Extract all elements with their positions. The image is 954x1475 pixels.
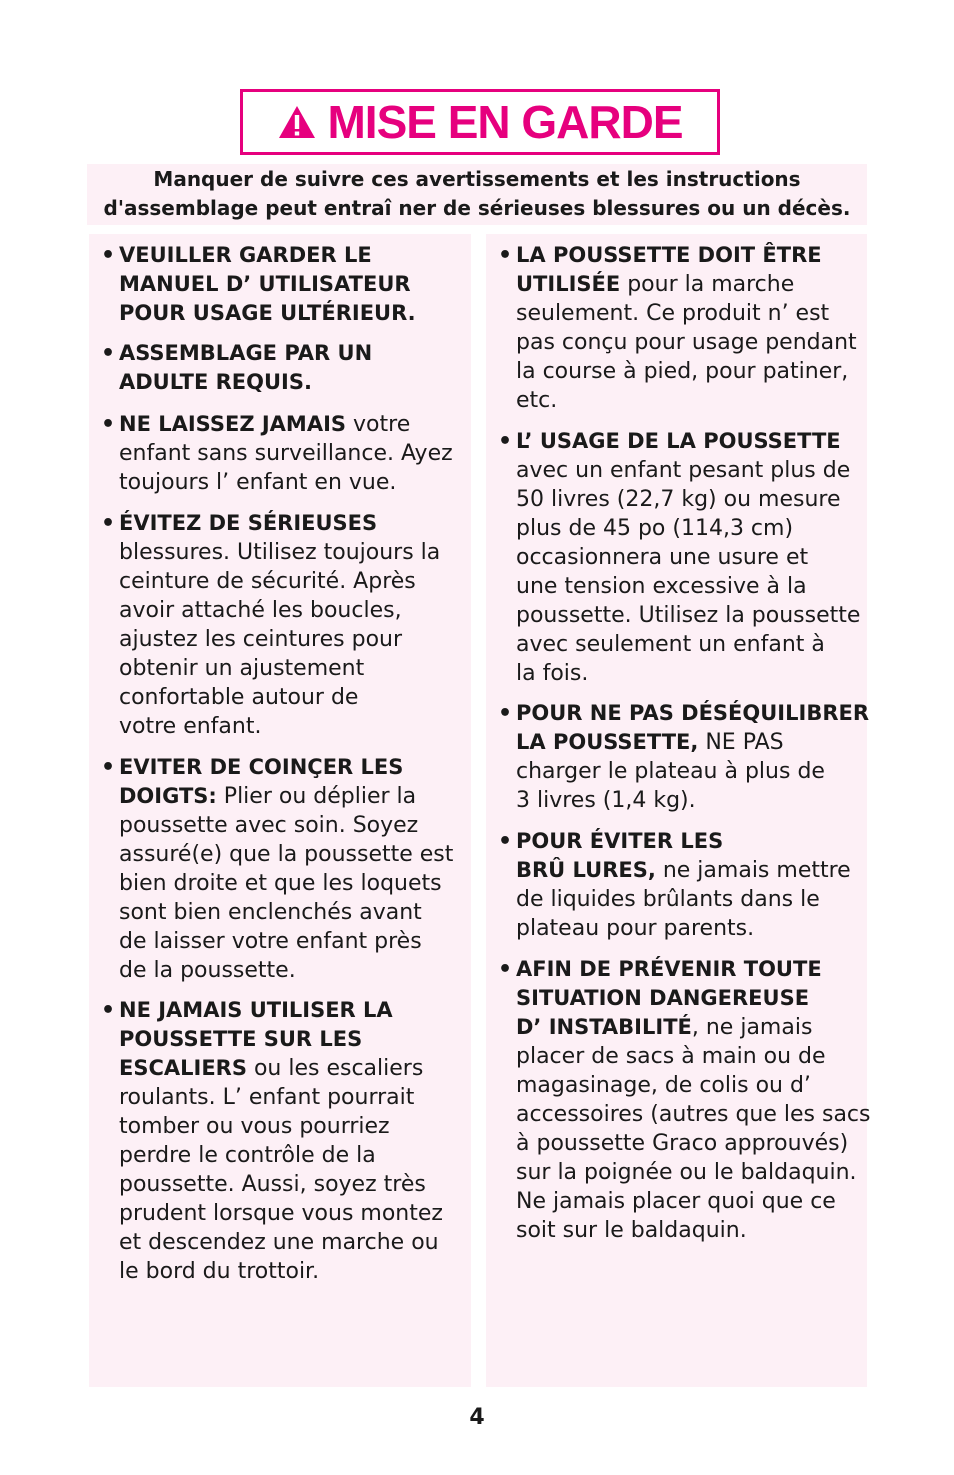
warning-item: [101, 753, 459, 985]
page-number: 4: [469, 1405, 485, 1430]
warning-item: [101, 339, 459, 397]
warning-text: poussette avec soin. Soyez: [119, 813, 419, 838]
warning-line: [516, 630, 856, 659]
warning-text: plus de 45 po (114,3 cm): [516, 516, 794, 541]
warning-line: [516, 856, 856, 885]
warning-text: ou les escaliers: [246, 1056, 424, 1081]
bullet-marker: •: [498, 701, 513, 726]
warning-line: [119, 654, 459, 683]
warning-line: [119, 811, 459, 840]
bullet-marker: •: [101, 412, 116, 437]
warning-line: [516, 456, 856, 485]
intro-line: Manquer de suivre ces avertissements et les instructions: [153, 167, 801, 191]
warning-text: bien droite et que les loquets: [119, 871, 442, 896]
warning-line: [516, 984, 856, 1013]
warning-text: la fois.: [516, 661, 589, 686]
warning-line: [516, 728, 856, 757]
warning-item: [101, 996, 459, 1286]
warning-emphasis: ADULTE REQUIS.: [119, 370, 312, 394]
warning-line: [516, 357, 856, 386]
bullet-marker: •: [101, 755, 116, 780]
warning-line: [119, 840, 459, 869]
warning-line: [119, 509, 459, 538]
warning-text: accessoires (autres que les sacs: [516, 1102, 871, 1127]
warning-line: [119, 927, 459, 956]
warning-item: [498, 427, 861, 688]
warning-line: [516, 885, 856, 914]
warning-text: ceinture de sécurité. Après: [119, 569, 416, 594]
warning-line: [119, 596, 459, 625]
warning-line: [119, 299, 459, 328]
warning-line: [516, 659, 856, 688]
warning-line: [516, 914, 856, 943]
warning-text: votre enfant.: [119, 714, 262, 739]
warning-line: [119, 538, 459, 567]
warning-line: [516, 1100, 871, 1129]
warning-emphasis: VEUILLER GARDER LE: [119, 243, 372, 267]
warning-line: [119, 683, 459, 712]
warning-text: blessures. Utilisez toujours la: [119, 540, 441, 565]
warning-line: [119, 1025, 459, 1054]
warning-line: [516, 427, 856, 456]
warning-text: Ne jamais placer quoi que ce: [516, 1189, 836, 1214]
warning-line: [516, 485, 856, 514]
warning-line: [516, 241, 856, 270]
warning-emphasis: LA POUSSETTE,: [516, 730, 699, 754]
warning-line: [119, 996, 459, 1025]
page-title: MISE EN GARDE: [327, 96, 683, 148]
warning-text: de liquides brûlants dans le: [516, 887, 820, 912]
bullet-marker: •: [101, 998, 116, 1023]
warning-text: 3 livres (1,4 kg).: [516, 788, 696, 813]
warning-text: votre: [346, 412, 411, 437]
warning-line: [119, 1257, 459, 1286]
warning-emphasis: MANUEL D’ UTILISATEUR: [119, 272, 411, 296]
intro-line: d'assemblage peut entraî ner de sérieuses blessures ou un décès.: [103, 196, 851, 220]
warning-text: roulants. L’ enfant pourrait: [119, 1085, 415, 1110]
warning-line: [516, 1042, 856, 1071]
warning-line: [119, 1112, 459, 1141]
warning-text: prudent lorsque vous montez: [119, 1201, 443, 1226]
warning-text: à poussette Graco approuvés): [516, 1131, 849, 1156]
warning-line: [516, 543, 856, 572]
warning-line: [516, 1216, 856, 1245]
warning-text: Plier ou déplier la: [216, 784, 417, 809]
warning-emphasis: POUR ÉVITER LES: [516, 829, 724, 853]
warning-text: poussette. Aussi, soyez très: [119, 1172, 426, 1197]
warning-item: [498, 241, 857, 415]
warning-text: avoir attaché les boucles,: [119, 598, 402, 623]
warning-emphasis: LA POUSSETTE DOIT ÊTRE: [516, 243, 822, 267]
warning-line: [516, 328, 856, 357]
warning-text: 50 livres (22,7 kg) ou mesure: [516, 487, 841, 512]
warning-line: [119, 1228, 459, 1257]
warning-text: poussette. Utilisez la poussette: [516, 603, 861, 628]
warning-text: pas conçu pour usage pendant: [516, 330, 857, 355]
warning-text: de laisser votre enfant près: [119, 929, 422, 954]
warning-line: [119, 1083, 459, 1112]
warning-line: [119, 1199, 459, 1228]
warning-line: [119, 468, 459, 497]
warning-text: sont bien enclenchés avant: [119, 900, 422, 925]
bullet-marker: •: [101, 243, 116, 268]
warning-text: pour la marche: [620, 272, 795, 297]
warning-emphasis: BRÛ LURES,: [516, 858, 656, 882]
warning-text: confortable autour de: [119, 685, 359, 710]
warning-text: toujours l’ enfant en vue.: [119, 470, 397, 495]
warning-text: sur la poignée ou le baldaquin.: [516, 1160, 857, 1185]
warning-text: NE PAS: [698, 730, 784, 755]
warning-line: [516, 299, 856, 328]
warning-line: [516, 270, 856, 299]
warning-line: [119, 1170, 459, 1199]
warning-line: [119, 439, 459, 468]
bullet-marker: •: [498, 829, 513, 854]
warning-text: tomber ou vous pourriez: [119, 1114, 390, 1139]
warning-line: [119, 753, 459, 782]
warning-item: [101, 241, 459, 328]
warning-line: [516, 1158, 856, 1187]
warning-text: et descendez une marche ou: [119, 1230, 439, 1255]
bullet-marker: •: [101, 341, 116, 366]
intro-warning: [87, 164, 867, 225]
bullet-marker: •: [101, 511, 116, 536]
warning-emphasis: ESCALIERS: [119, 1056, 247, 1080]
warning-emphasis: EVITER DE COINÇER LES: [119, 755, 404, 779]
warning-line: [119, 625, 459, 654]
warning-item: [498, 827, 856, 943]
warning-emphasis: L’ USAGE DE LA POUSSETTE: [516, 429, 841, 453]
bullet-marker: •: [498, 429, 513, 454]
warning-text: obtenir un ajustement: [119, 656, 365, 681]
warning-text: , ne jamais: [691, 1015, 813, 1040]
warning-emphasis: POUSSETTE SUR LES: [119, 1027, 363, 1051]
warning-text: soit sur le baldaquin.: [516, 1218, 747, 1243]
warning-text: enfant sans surveillance. Ayez: [119, 441, 453, 466]
warning-line: [516, 699, 870, 728]
warning-line: [119, 898, 459, 927]
warning-line: [119, 270, 459, 299]
warning-text: etc.: [516, 388, 558, 413]
warning-text: ajustez les ceintures pour: [119, 627, 403, 652]
warning-item: [498, 955, 871, 1245]
warning-line: [516, 955, 856, 984]
warning-emphasis: UTILISÉE: [516, 272, 621, 296]
warning-line: [516, 572, 856, 601]
warning-line: [119, 567, 459, 596]
warning-text: ne jamais mettre: [655, 858, 851, 883]
warning-line: [119, 368, 459, 397]
warning-emphasis: AFIN DE PRÉVENIR TOUTE: [516, 957, 822, 981]
warning-text: avec seulement un enfant à: [516, 632, 825, 657]
warning-line: [119, 339, 459, 368]
warning-text: une tension excessive à la: [516, 574, 807, 599]
warning-line: [516, 514, 856, 543]
warning-emphasis: POUR NE PAS DÉSÉQUILIBRER: [516, 701, 870, 725]
warning-item: [498, 699, 870, 815]
warning-emphasis: SITUATION DANGEREUSE: [516, 986, 810, 1010]
warning-line: [119, 241, 459, 270]
warning-emphasis: ÉVITEZ DE SÉRIEUSES: [119, 511, 378, 535]
warning-line: [516, 1013, 856, 1042]
warning-triangle-icon: [277, 104, 317, 140]
warning-emphasis: NE JAMAIS UTILISER LA: [119, 998, 393, 1022]
warning-emphasis: DOIGTS:: [119, 784, 217, 808]
warning-text: assuré(e) que la poussette est: [119, 842, 454, 867]
warning-header: [240, 89, 720, 155]
warning-line: [516, 386, 856, 415]
warning-text: magasinage, de colis ou d’: [516, 1073, 811, 1098]
warning-line: [119, 1141, 459, 1170]
warning-line: [516, 757, 856, 786]
warning-line: [516, 786, 856, 815]
warning-text: occasionnera une usure et: [516, 545, 809, 570]
warning-line: [516, 1187, 856, 1216]
warning-emphasis: D’ INSTABILITÉ: [516, 1015, 692, 1039]
warning-text: avec un enfant pesant plus de: [516, 458, 851, 483]
warning-text: seulement. Ce produit n’ est: [516, 301, 830, 326]
bullet-marker: •: [498, 957, 513, 982]
warning-emphasis: NE LAISSEZ JAMAIS: [119, 412, 347, 436]
bullet-marker: •: [498, 243, 513, 268]
warning-item: [101, 509, 459, 741]
warning-text: placer de sacs à main ou de: [516, 1044, 826, 1069]
warning-line: [516, 827, 856, 856]
warning-text: le bord du trottoir.: [119, 1259, 320, 1284]
warning-line: [119, 410, 459, 439]
warning-line: [516, 1071, 856, 1100]
warning-line: [119, 1054, 459, 1083]
warning-text: de la poussette.: [119, 958, 296, 983]
warning-text: la course à pied, pour patiner,: [516, 359, 849, 384]
warning-line: [119, 782, 459, 811]
warning-line: [119, 712, 459, 741]
warning-line: [119, 869, 459, 898]
warning-line: [516, 1129, 856, 1158]
warning-emphasis: POUR USAGE ULTÉRIEUR.: [119, 301, 416, 325]
warning-item: [101, 410, 459, 497]
warning-line: [119, 956, 459, 985]
warning-text: perdre le contrôle de la: [119, 1143, 376, 1168]
warning-text: plateau pour parents.: [516, 916, 755, 941]
warning-emphasis: ASSEMBLAGE PAR UN: [119, 341, 373, 365]
warning-line: [516, 601, 861, 630]
warning-text: charger le plateau à plus de: [516, 759, 825, 784]
